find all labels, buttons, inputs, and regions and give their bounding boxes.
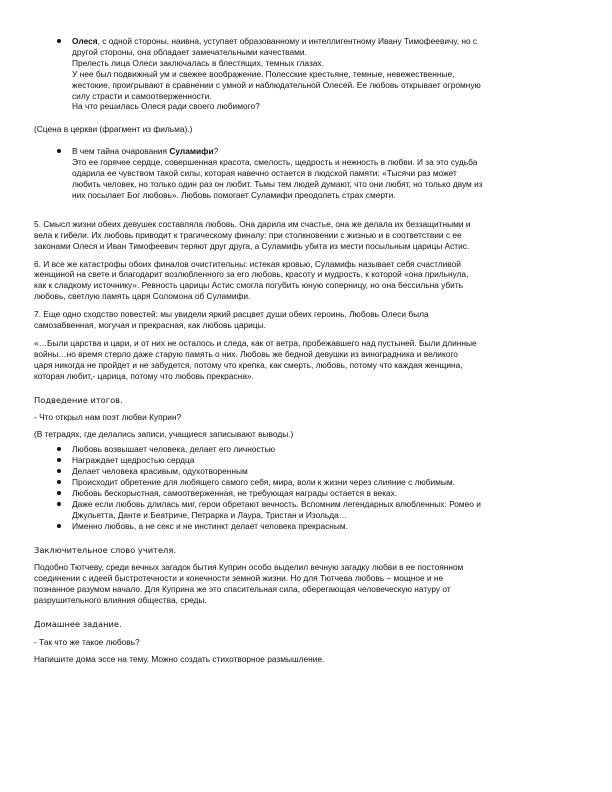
shulamith-line-4: них посылает Бог любовь». Любовь помогает Суламифи преодолеть страх смерти. — [72, 189, 396, 200]
quote-line: «…Были царства и цари, и от них не осталось и следа, как от ветра, пробежавшего над пустыней. Были длинные — [34, 337, 477, 348]
closing-paragraph — [34, 562, 579, 606]
paragraph-6 — [34, 259, 579, 303]
paragraph-7 — [34, 309, 579, 331]
shulamith-line-1: Это ее горячее сердце, совершенная красота, смелость, щедрость и нежность в любви. И за это судьба — [72, 157, 478, 168]
list-item — [34, 146, 579, 201]
p7-line: 7. Еще одно сходство повестей: мы увидели яркий расцвет души обеих героинь. Любовь Олеси была — [34, 309, 429, 320]
paragraph-5 — [34, 219, 579, 252]
closing-line: познанное разумом начало. Для Куприна же это спасительная сила, оберегающая человеческую натуру от — [34, 584, 451, 595]
olesya-line-1: Олеся, с одной стороны, наивна, уступает образованному и интеллигентному Ивану Тимофеевичу, но с — [72, 36, 478, 46]
homework-task: Напишите дома эссе на тему. Можно создать стихотворное размышление. — [34, 653, 325, 664]
closing-line: соединении с идеей быстротечности и конечности земной жизни. Но для Тютчева любовь – мощное и не — [34, 573, 444, 584]
olesya-line-2: другой стороны, она обладает замечательными качествами. — [72, 46, 307, 57]
bullet-icon — [57, 447, 61, 451]
olesya-list — [34, 36, 579, 112]
bullet-icon — [57, 458, 61, 462]
summary-question: - Что открыл нам поэт любви Куприн? — [34, 412, 182, 423]
bullet-icon — [57, 149, 61, 153]
closing-heading: Заключительное слово учителя. — [34, 544, 176, 555]
summary-list — [34, 444, 579, 531]
olesya-line-3: Прелесть лица Олеси заключалась в блестящих, темных глазах. — [72, 57, 324, 68]
list-item: Даже если любовь длилась миг, герои обретают вечность. Вспомним легендарных влюбленных: Ромео и Джульетта, Данте и Беатриче, Петрарка и Лаура, Тристан и Изольда… — [34, 499, 579, 521]
p5-line: законами Олеся и Иван Тимофеевич теряют друг друга, а Суламифь убита из мести посыльным царицы Астис. — [34, 240, 470, 251]
bullet-icon — [57, 491, 61, 495]
p6-line: женщиной на свете и благодарит возлюбленного за его любовь, красоту и мудрость, к которой «она прильнула, — [34, 269, 469, 280]
p5-line: 5. Смысл жизни обеих девушек составляла любовь. Она дарила им счастье, она же делала их беззащитными и — [34, 218, 471, 229]
list-item: Любовь возвышает человека, делает его личностью — [34, 444, 579, 455]
olesya-line-4: У нее был подвижный ум и свежее воображение. Полесские крестьяне, темные, невежественные, — [72, 68, 455, 79]
bullet-icon — [57, 480, 61, 484]
olesya-line-6: силу страсти и самоотверженности. — [72, 90, 212, 101]
olesya-name: Олеся — [72, 36, 98, 46]
shulamith-line-2: одарила ее чувством такой силы, которая навечно остается в людской памяти: «Тысячи раз может — [72, 168, 457, 179]
olesya-line-7: На что решилась Олеся ради своего любимого? — [72, 101, 260, 112]
closing-line: разрушительного влияния общества, среды. — [34, 595, 207, 606]
bullet-icon — [57, 524, 61, 528]
church-note: (Сцена в церкви (фрагмент из фильма).) — [34, 124, 193, 135]
homework-heading: Домашнее задание. — [34, 619, 122, 630]
bullet-icon — [57, 469, 61, 473]
list-item — [34, 36, 579, 112]
p6-line: любовь, светлую память царя Соломона об Суламифи. — [34, 291, 251, 302]
list-item: Именно любовь, а не секс и не инстинкт делает человека прекрасным. — [34, 521, 579, 532]
closing-line: Подобно Тютчеву, среди вечных загадок бытия Куприн особо выделил вечную загадку любви в ее постоянном — [34, 562, 464, 573]
p5-line: вела к гибели. Их любовь приводит к трагическому финалу: при столкновении с жизнью и в соответствии с ее — [34, 229, 462, 240]
quote-line: войны…но время стерло даже старую память о них. Любовь же бедной девушки из виноградника и великого — [34, 348, 458, 359]
list-item: Происходит обретение для любящего самого себя, мира, воли к жизни через слияние с любимым. — [34, 477, 579, 488]
document-page — [34, 34, 579, 665]
summary-note: (В тетрадях, где делались записи, учащиеся записывают выводы.) — [34, 429, 294, 440]
quote-line: которая любит,- царица, потому что любовь прекрасна». — [34, 370, 254, 381]
homework-question: - Так что же такое любовь? — [34, 636, 140, 647]
list-item: Делает человека красивым, одухотворенным — [34, 466, 579, 477]
p6-line: как к сладкому источнику». Ревность царицы Астис смогла погубить юную соперницу, но она бессильна убить — [34, 280, 464, 291]
quote-line: царя никогда не пройдет и не забудется, потому что крепка, как смерть, любовь, потому что каждая женщина, — [34, 359, 463, 370]
quote-block — [34, 338, 579, 382]
bullet-icon — [57, 39, 61, 43]
shulamith-question: В чем тайна очарования Суламифи? — [72, 146, 219, 157]
shulamith-list — [34, 146, 579, 201]
p6-line: 6. И все же катастрофы обоих финалов очистительны: истекая кровью, Суламифь называет себя счастливой — [34, 258, 461, 269]
bullet-icon — [57, 502, 61, 506]
olesya-line-5: жестокие, проигрывают в сравнении с умной и наблюдательной Олесей. Ее любовь открывает огромную — [72, 79, 481, 90]
shulamith-line-3: любить человек, но только один раз он любит. Тьмы тем людей думают, что они любят, но только двум из — [72, 178, 483, 189]
p7-line: самозабвенная, могучая и прекрасная, как любовь царицы. — [34, 320, 266, 331]
list-item: Награждает щедростью сердца — [34, 455, 579, 466]
summary-heading: Подведение итогов. — [34, 394, 123, 405]
list-item: Любовь бескорыстная, самоотверженная, не требующая награды остается в веках. — [34, 488, 579, 499]
